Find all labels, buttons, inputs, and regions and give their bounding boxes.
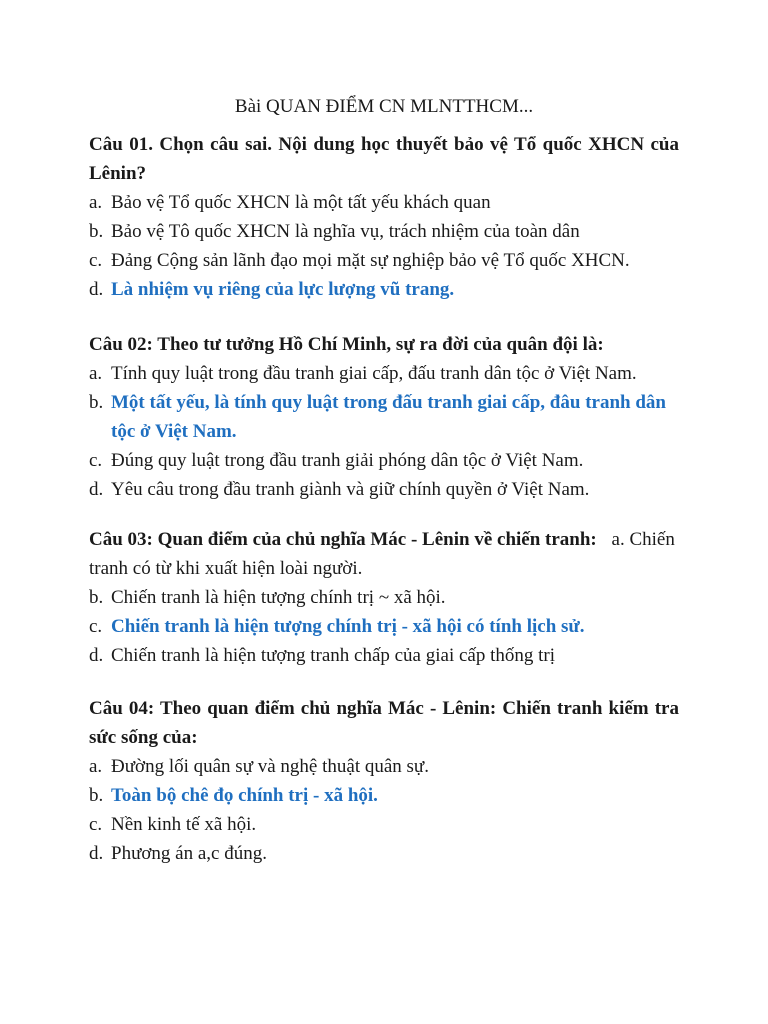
option-text: Bảo vệ Tổ quốc XHCN là một tất yếu khách quan	[111, 192, 491, 213]
question-text: Câu 03: Quan điểm của chủ nghĩa Mác - Lênin về chiến tranh:	[89, 529, 597, 550]
option-text: Bảo vệ Tô quốc XHCN là nghĩa vụ, trách nhiệm của toàn dân	[111, 221, 580, 242]
option-label: a.	[89, 363, 103, 384]
option-text: Là nhiệm vụ riêng của lực lượng vũ trang.	[111, 279, 455, 300]
option-c	[89, 446, 679, 475]
question-text: Câu 04: Theo quan điểm chủ nghĩa Mác - Lênin: Chiến tranh kiếm tra sức sống của:	[89, 698, 679, 748]
option-label: c.	[89, 250, 103, 271]
option-label: d.	[89, 645, 104, 666]
question-block-1	[89, 130, 679, 304]
question-block-3	[89, 525, 679, 670]
option-text: Chiến tranh là hiện tượng tranh chấp của giai cấp thống trị	[111, 645, 556, 666]
option-d	[89, 641, 679, 670]
question-text: Câu 01. Chọn câu sai. Nội dung học thuyết bảo vệ Tổ quốc XHCN của Lênin?	[89, 134, 679, 184]
option-a	[89, 752, 679, 781]
option-label: b.	[89, 587, 104, 608]
document-title: Bài QUAN ĐIỂM CN MLNTTHCM...	[234, 96, 534, 117]
option-d-correct-answer	[89, 275, 679, 304]
option-label: c.	[89, 616, 103, 637]
option-label: d.	[89, 843, 104, 864]
option-text: Đúng quy luật trong đầu tranh giải phóng dân tộc ở Việt Nam.	[111, 450, 584, 471]
option-label: d.	[89, 279, 104, 300]
option-text: Đường lối quân sự và nghệ thuật quân sự.	[111, 756, 429, 777]
option-text: Một tất yếu, là tính quy luật trong đấu tranh giai cấp, đâu tranh dân tộc ở Việt Nam.	[111, 392, 666, 442]
option-text: Phương án a,c đúng.	[111, 843, 267, 864]
option-b-correct-answer	[89, 781, 679, 810]
option-c	[89, 246, 679, 275]
question-with-first-option	[89, 525, 679, 583]
option-text: Chiến tranh là hiện tượng chính trị - xã hội có tính lịch sử.	[111, 616, 585, 637]
option-label: d.	[89, 479, 104, 500]
option-text: Đảng Cộng sản lãnh đạo mọi mặt sự nghiệp bảo vệ Tổ quốc XHCN.	[111, 250, 630, 271]
option-label: b.	[89, 221, 104, 242]
option-label: a.	[611, 529, 625, 550]
option-c-correct-answer	[89, 612, 679, 641]
question-block-2	[89, 330, 679, 504]
question-text: Câu 02: Theo tư tưởng Hồ Chí Minh, sự ra đời của quân đội là:	[89, 334, 604, 355]
option-label: b.	[89, 785, 104, 806]
option-b	[89, 583, 679, 612]
option-text: Chiến tranh là hiện tượng chính trị ~ xã hội.	[111, 587, 446, 608]
option-label: c.	[89, 814, 103, 835]
option-c	[89, 810, 679, 839]
option-label: b.	[89, 392, 104, 413]
option-b-correct-answer	[89, 388, 679, 446]
option-a	[89, 359, 679, 388]
option-label: a.	[89, 192, 103, 213]
question-block-4	[89, 694, 679, 868]
option-text: Toàn bộ chê đọ chính trị - xã hội.	[111, 785, 378, 806]
option-text: Nền kinh tế xã hội.	[111, 814, 257, 835]
option-d	[89, 839, 679, 868]
option-label: c.	[89, 450, 103, 471]
option-text: Yêu câu trong đầu tranh giành và giữ chính quyền ở Việt Nam.	[111, 479, 590, 500]
option-label: a.	[89, 756, 103, 777]
option-d	[89, 475, 679, 504]
option-text: Tính quy luật trong đầu tranh giai cấp, đấu tranh dân tộc ở Việt Nam.	[111, 363, 637, 384]
option-a	[89, 188, 679, 217]
option-text: Chiến tranh có từ khi xuất hiện loài người.	[89, 529, 675, 579]
option-b	[89, 217, 679, 246]
